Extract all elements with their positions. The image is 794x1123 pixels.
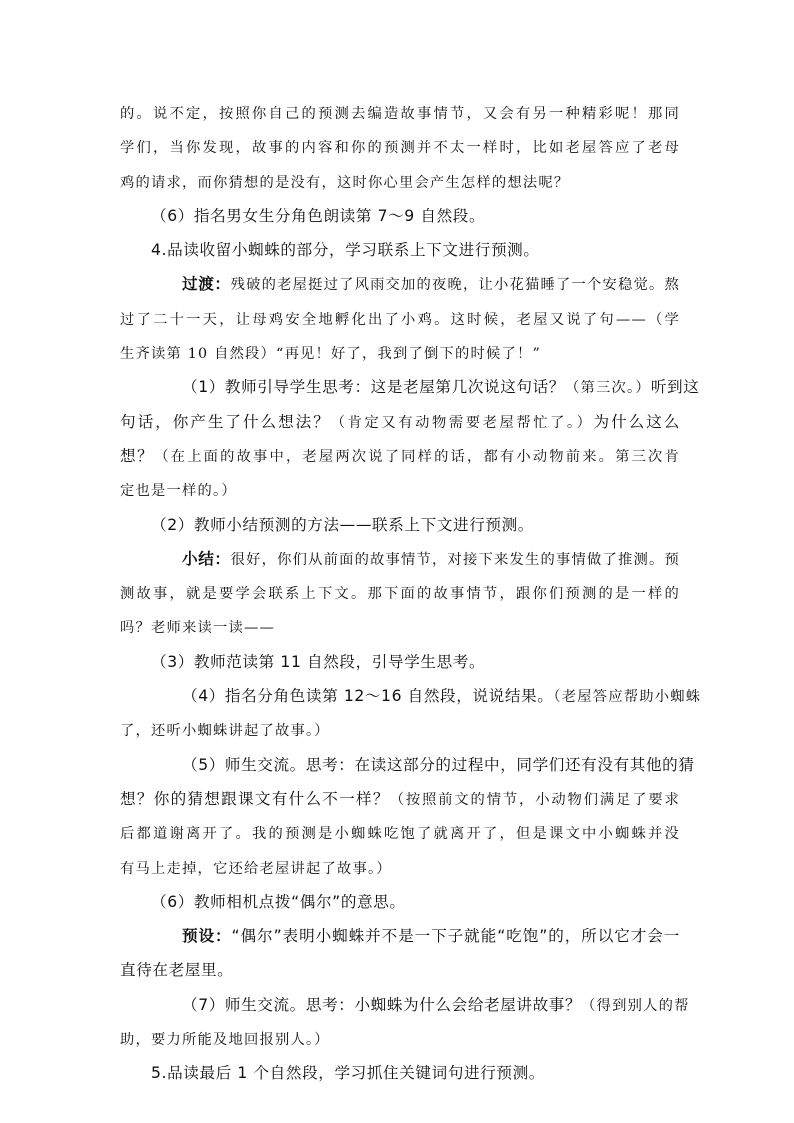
- line-content: [151, 748, 695, 782]
- text-line: [120, 816, 680, 850]
- text-run: （7）师生交流。思考：小蜘蛛为什么会给老屋讲故事？: [182, 995, 582, 1014]
- text-run: （1）教师引导学生思考：这是老屋第几次说这句话？: [182, 378, 565, 397]
- line-content: [120, 961, 233, 979]
- text-line: [120, 199, 680, 233]
- text-line: [120, 473, 680, 507]
- text-line: [120, 645, 680, 679]
- text-run: 了，还听小蜘蛛讲起了故事。）: [120, 723, 330, 740]
- text-run: （4）指名分角色读第 12～16 自然段，说说结果。: [182, 687, 554, 706]
- line-content: [120, 576, 680, 611]
- text-line: [120, 336, 680, 370]
- text-run: 残破的老屋挺过了风雨交加的夜晚，让小花猫睡了一个安稳觉。熬: [230, 277, 680, 294]
- text-line: [120, 713, 680, 747]
- text-run: 的。说不定，按照你自己的预测去编造故事情节，又会有另一种精彩呢！那同: [120, 106, 680, 122]
- line-content: [120, 173, 569, 191]
- text-run: （在上面的故事中，老屋两次说了同样的话，都有小动物前来。第三次肯: [154, 448, 680, 465]
- text-run: 过了二十一天，让母鸡安全地孵化出了小鸡。这时候，老屋又说了句——（学: [120, 311, 680, 328]
- text-line: [120, 748, 695, 782]
- text-run: （按照前文的情节，小动物们满足了要求: [389, 791, 680, 808]
- text-run: 鸡的请求，而你猜想的是没有，这时你心里会产生怎样的想法呢？: [120, 174, 570, 191]
- text-line: [120, 679, 702, 713]
- text-run: 想？: [120, 446, 155, 465]
- text-line: [120, 851, 680, 885]
- text-line: [120, 1022, 680, 1056]
- text-run: 助，要力所能及地回报别人。）: [120, 1032, 330, 1049]
- line-content: [151, 679, 702, 714]
- text-line: [120, 1056, 680, 1090]
- section-label: 过渡：: [182, 275, 231, 294]
- text-line: [120, 610, 680, 644]
- line-content: [151, 919, 680, 953]
- line-content: [151, 207, 485, 225]
- text-run: 有马上走掉，它还给老屋讲起了故事。）: [120, 860, 392, 877]
- text-run: 定也是一样的。）: [120, 483, 237, 500]
- text-line: [120, 885, 680, 919]
- text-line: [120, 919, 680, 953]
- line-content: [120, 344, 541, 362]
- text-run: （得到别人的帮: [581, 997, 690, 1014]
- document-page: [120, 96, 702, 1091]
- text-run: 吗？老师来读一读——: [120, 620, 275, 637]
- line-content: [120, 721, 330, 739]
- text-run: 后都道谢离开了。我的预测是小蜘蛛吃饱了就离开了，但是课文中小蜘蛛并没: [120, 826, 680, 843]
- text-run: （6）教师相机点拨“偶尔”的意思。: [151, 892, 406, 911]
- section-label: 预设：: [182, 927, 232, 946]
- text-line: [120, 542, 680, 576]
- text-run: 5.品读最后 1 个自然段，学习抓住关键词句进行预测。: [151, 1064, 545, 1083]
- line-content: [120, 782, 680, 817]
- text-run: 很好，你们从前面的故事情节，对接下来发生的事情做了推测。预: [230, 551, 680, 568]
- text-line: [120, 130, 680, 164]
- text-line: [120, 267, 680, 301]
- section-label: 小结：: [182, 549, 231, 568]
- line-content: [151, 988, 690, 1023]
- line-content: [151, 893, 406, 911]
- text-run: 想？你的猜想跟课文有什么不一样？: [120, 789, 390, 808]
- line-content: [120, 302, 680, 337]
- text-run: 4.品读收留小蜘蛛的部分，学习联系上下文进行预测。: [151, 241, 540, 260]
- text-run: （肯定又有动物需要老屋帮忙了。）: [330, 414, 594, 431]
- text-run: （3）教师范读第 11 自然段，引导学生思考。: [151, 652, 486, 671]
- text-run: 为什么这么: [593, 412, 680, 431]
- text-run: 直待在老屋里。: [120, 961, 234, 980]
- text-run: 句话，你产生了什么想法？: [120, 412, 331, 431]
- line-content: [151, 241, 540, 259]
- text-run: “偶尔”表明小蜘蛛并不是一下子就能“吃饱”的，所以它才会一: [231, 927, 680, 946]
- line-content: [151, 542, 680, 577]
- text-run: （老屋答应帮助小蜘蛛: [553, 689, 702, 706]
- text-line: [120, 405, 680, 439]
- text-line: [120, 302, 680, 336]
- line-content: [120, 859, 392, 877]
- line-content: [120, 481, 237, 499]
- text-line: [120, 439, 680, 473]
- text-line: [120, 370, 700, 404]
- text-run: 学们，当你发现，故事的内容和你的预测并不太一样时，比如老屋答应了老母: [120, 140, 680, 157]
- text-run: （2）教师小结预测的方法——联系上下文进行预测。: [151, 515, 534, 534]
- line-content: [120, 130, 680, 165]
- line-content: [120, 439, 680, 474]
- text-line: [120, 988, 690, 1022]
- text-run: （6）指名男女生分角色朗读第 7～9 自然段。: [151, 206, 486, 225]
- text-line: [120, 782, 680, 816]
- line-content: [120, 816, 680, 851]
- line-content: [151, 267, 680, 302]
- text-line: [120, 96, 680, 130]
- line-content: [151, 1064, 545, 1082]
- text-run: （第三次。）: [564, 380, 651, 397]
- text-run: 生齐读第 10 自然段）“再见！好了，我到了倒下的时候了！”: [120, 346, 542, 363]
- line-content: [151, 653, 485, 671]
- text-run: 测故事，就是要学会联系上下文。那下面的故事情节，跟你们预测的是一样的: [120, 586, 680, 603]
- text-line: [120, 953, 680, 987]
- text-line: [120, 576, 680, 610]
- line-content: [151, 516, 534, 534]
- line-content: [151, 370, 700, 405]
- line-content: [120, 96, 680, 131]
- line-content: [120, 405, 680, 440]
- text-line: [120, 508, 680, 542]
- text-run: 听到这: [650, 378, 700, 397]
- line-content: [120, 618, 275, 636]
- text-line: [120, 233, 680, 267]
- line-content: [120, 1030, 330, 1048]
- text-run: （5）师生交流。思考：在读这部分的过程中，同学们还有没有其他的猜: [182, 755, 695, 774]
- text-line: [120, 165, 680, 199]
